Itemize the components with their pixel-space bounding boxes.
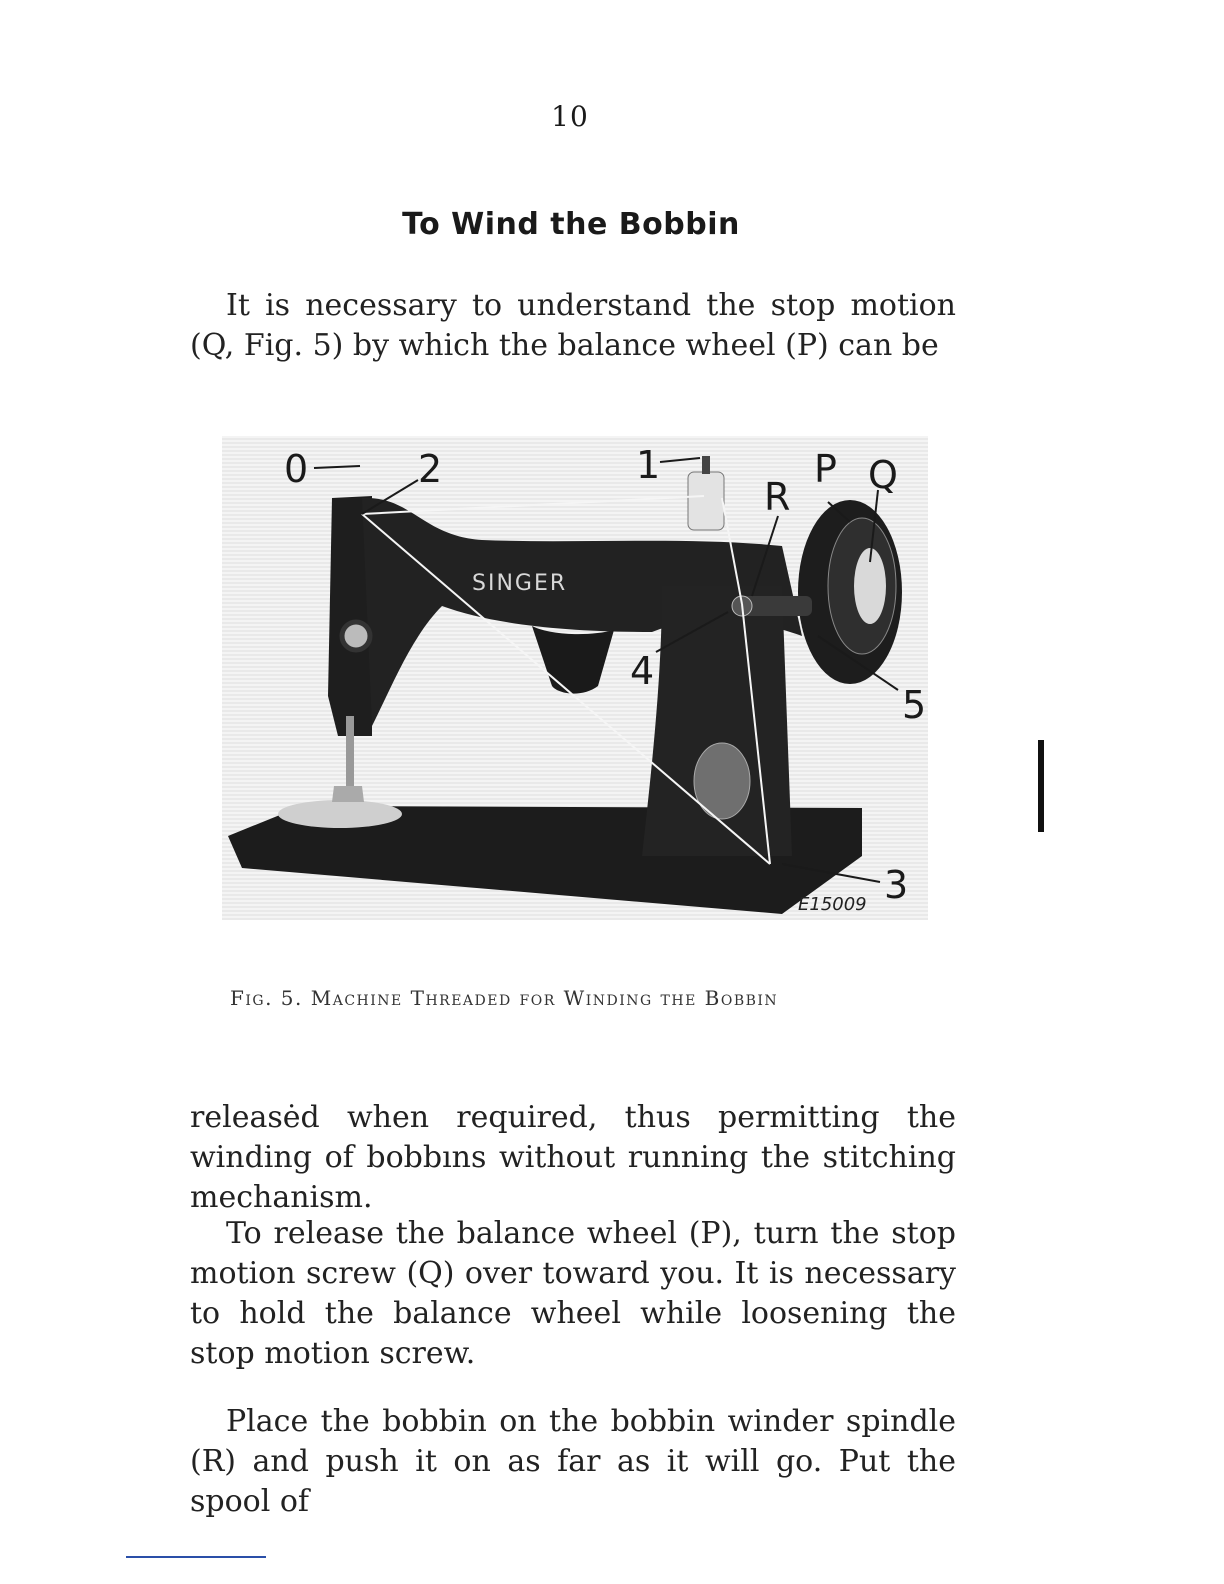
- paragraph-place-bobbin-text: Place the bobbin on the bobbin winder spindle (R) and push it on as far as it will go. Put the spool of: [190, 1404, 956, 1519]
- motor-housing: [532, 626, 614, 694]
- callout-5: 5: [902, 683, 927, 727]
- paragraph-place-bobbin: [190, 1402, 956, 1522]
- callout-2: 2: [418, 447, 443, 491]
- figure-caption: Fig. 5. Machine Threaded for Winding the Bobbin: [230, 986, 779, 1010]
- paragraph-release-intro: [190, 1098, 956, 1218]
- needle-bar: [346, 716, 354, 786]
- thread-spool: [688, 472, 724, 530]
- tension-disc: [342, 622, 370, 650]
- callout-0: 0: [284, 447, 309, 491]
- serial-number: E15009: [798, 894, 867, 915]
- callout-q: Q: [868, 453, 898, 497]
- callout-3: 3: [884, 863, 909, 907]
- throat-plate: [278, 800, 402, 828]
- spool-pin: [702, 456, 710, 474]
- callout-4: 4: [630, 649, 655, 693]
- margin-mark: [1038, 740, 1044, 832]
- callout-1: 1: [636, 443, 661, 487]
- callout-p: P: [814, 447, 837, 491]
- callout-r: R: [764, 475, 791, 519]
- singer-badge: [694, 743, 750, 819]
- sewing-machine-illustration: [222, 436, 928, 920]
- section-heading: To Wind the Bobbin: [402, 207, 740, 242]
- paragraph-release-wheel-text: To release the balance wheel (P), turn the stop motion screw (Q) over toward you. It is necessary to hold the balance wheel while loosening the stop motion screw.: [190, 1216, 956, 1371]
- paragraph-release-intro-text: releasėd when required, thus permitting the winding of bobbıns without running the stitching mechanism.: [190, 1100, 956, 1215]
- presser-foot: [332, 786, 364, 802]
- paragraph-intro: [190, 286, 956, 366]
- paragraph-intro-text: It is necessary to understand the stop motion (Q, Fig. 5) by which the balance wheel (P) can be: [190, 288, 956, 363]
- paragraph-release-wheel: [190, 1214, 956, 1374]
- page-number: 10: [551, 100, 589, 133]
- figure-sewing-machine: [222, 436, 928, 920]
- footer-rule: [126, 1556, 266, 1558]
- brand-decal: SINGER: [472, 571, 568, 596]
